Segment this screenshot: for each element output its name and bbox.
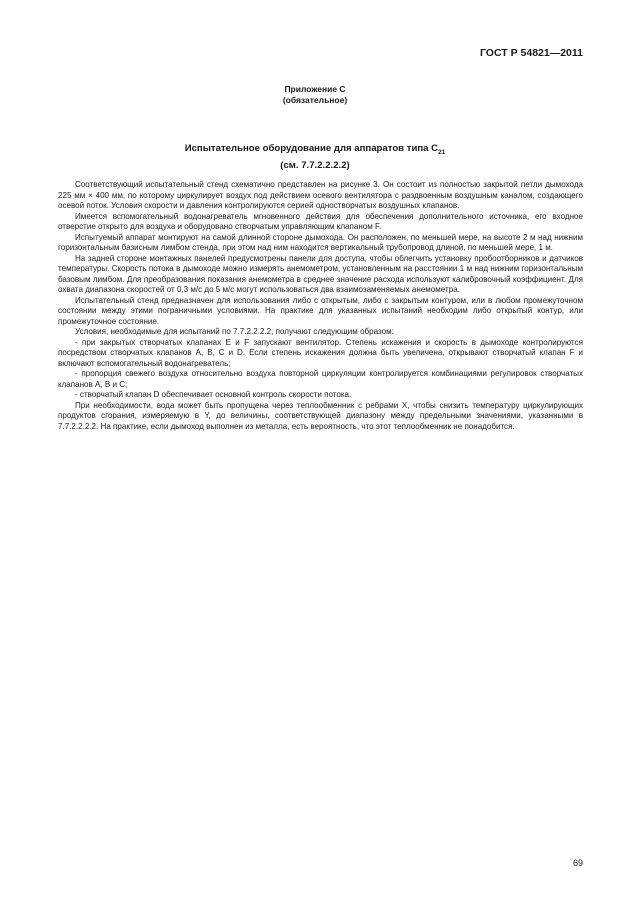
paragraph: Испытуемый аппарат монтируют на самой длинной стороне дымохода. Он расположен, по меньшей мере, на высоте 2 м над нижним горизонтальным базисным лимбом стенда, при этом над ним находится вертикальный трубопровод длиной, по меньшей мере, 1 м. [58,232,583,252]
section-title-line1 [0,142,630,159]
list-item: - при закрытых створчатых клапанах E и F запускают вентилятор. Степень искажения и скорость в дымоходе контролируются посредством створчатых клапанов A, B, C и D. Если степень искажения должна быть увеличена, открывают створчатый клапан F и включают вспомогательный водонагреватель; [58,337,583,368]
standard-number: ГОСТ Р 54821—2011 [479,47,583,59]
paragraph: Условия, необходимые для испытаний по 7.7.2.2.2.2, получают следующим образом: [75,327,394,336]
page-number: 69 [572,858,583,868]
list-item: - створчатый клапан D обеспечивает основной контроль скорости потока. [75,390,352,399]
paragraph: При необходимости, вода может быть пропущена через теплообменник с ребрами X, чтобы снизить температуру циркулирующих продуктов сгорания, измеряемую в Y, до величины, соответствующей диапазону между предельными значениями, указанными в 7.7.2.2.2.2. На практике, если дымоход выполнен из металла, есть вероятность, что этот теплообменник не понадобится. [58,400,583,431]
body-text [58,180,583,432]
section-title-reference: (см. 7.7.2.2.2.2) [280,159,350,171]
paragraph: На задней стороне монтажных панелей предусмотрены панели для доступа, чтобы облегчить установку пробоотборников и датчиков температуры. Скорость потока в дымоходе можно измерять анемометром, установленным на расстоянии 1 м над нижним горизонтальным базовым лимбом. Для преобразования показания анемометра в среднее значение расхода используют калибровочный коэффициент. Для охвата диапазона скоростей от 0,3 м/с до 5 м/с могут использоваться два взаимозаменяемых анемометра. [58,253,583,294]
list-item: - пропорция свежего воздуха относительно воздуха повторной циркуляции контролируется комбинациями регулировок створчатых клапанов A, B и C; [58,369,583,389]
paragraph: Имеется вспомогательный водонагреватель мгновенного действия для обеспечения дополнительного источника, его входное отверстие открыто для воздуха и оборудовано створчатым управляющим клапаном F. [58,211,583,231]
paragraph: Соответствующий испытательный стенд схематично представлен на рисунке 3. Он состоит из полностью закрытой петли дымохода 225 мм × 400 мм, по которому циркулирует воздух под действием осевого вентилятора с раздвоенным воздушным каналом, создающего осевой поток. Условия скорости и давления контролируются серией одностворчатых воздушных клапанов. [58,180,583,210]
section-title-subscript: 21 [438,148,446,156]
section-title [0,142,630,172]
section-title-main: Испытательное оборудование для аппаратов типа С [184,143,439,154]
paragraph: Испытательный стенд предназначен для использования либо с открытым, либо с закрытым контуром, или в любом промежуточном состоянии между этими пограничными условиями. На практике для указанных испытаний необходим либо открытый контур, или промежуточное состояние. [58,295,583,326]
appendix-title: Приложение С [284,84,346,94]
appendix-status: (обязательное) [282,95,348,105]
